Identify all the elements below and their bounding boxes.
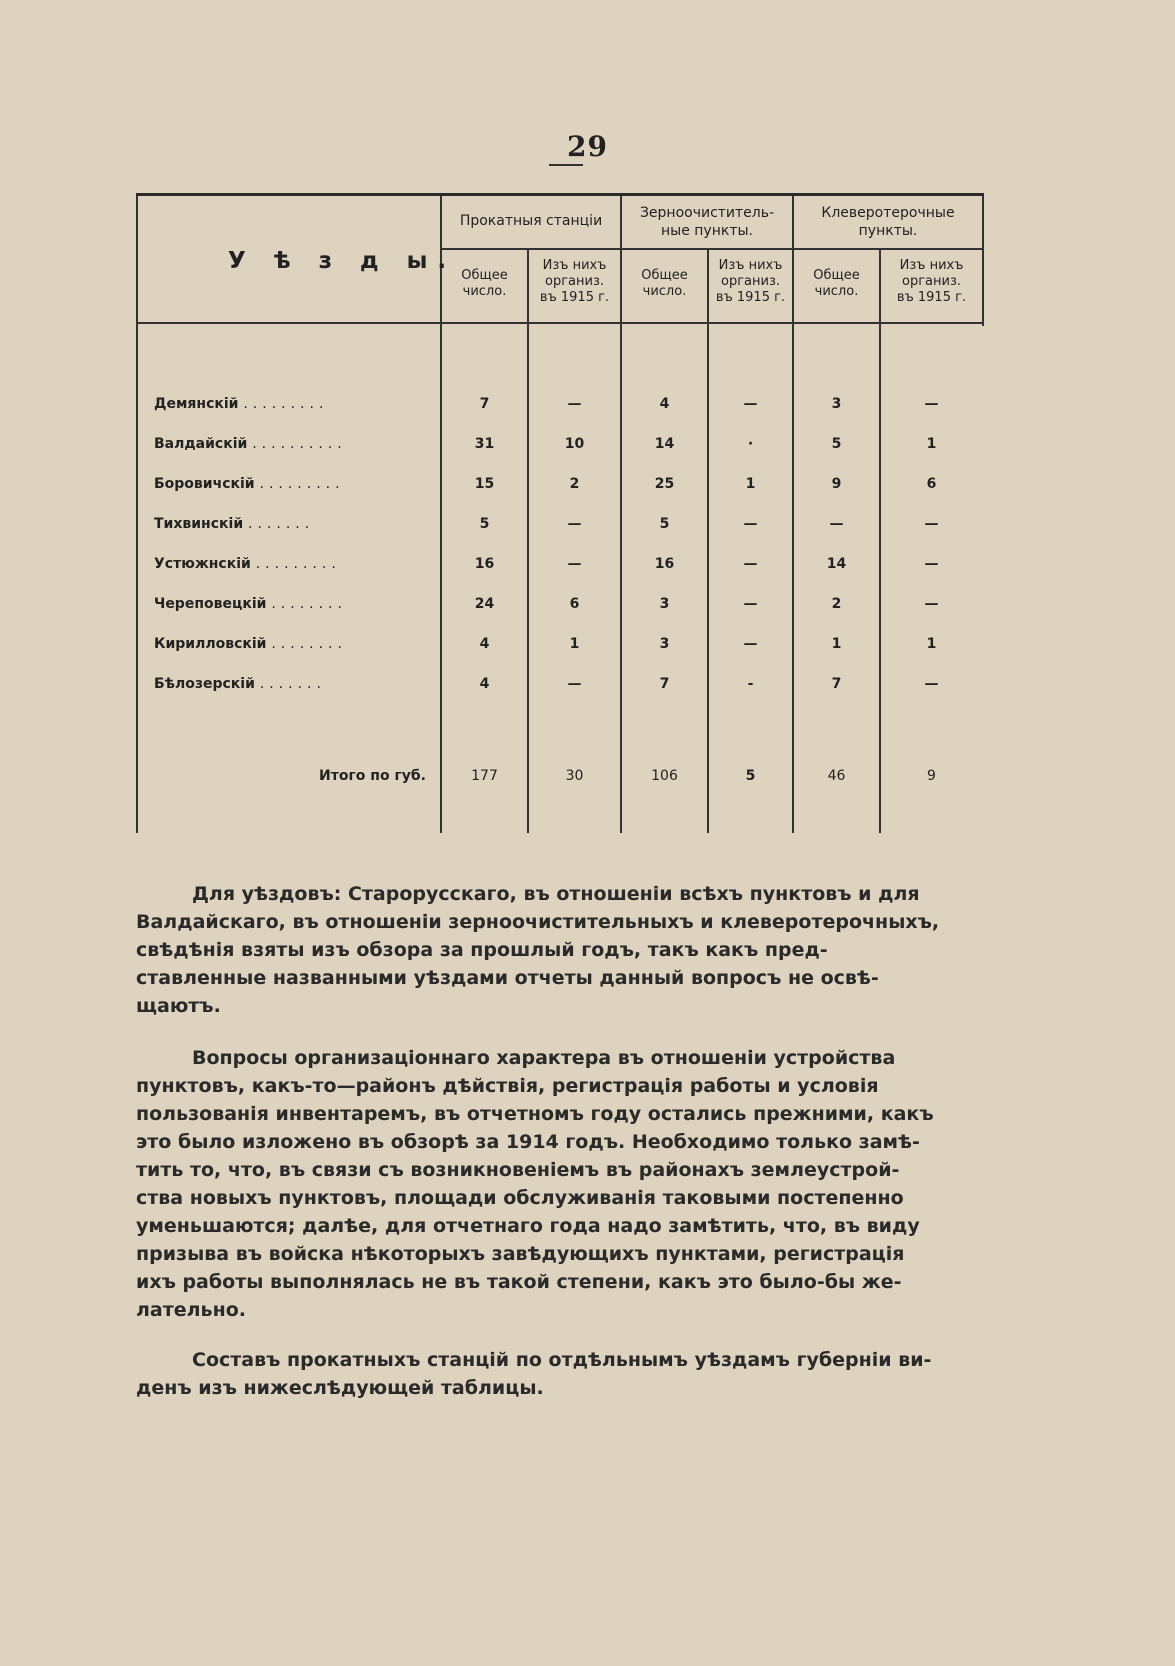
paragraph-2 xyxy=(136,1044,984,1324)
table-row xyxy=(136,596,984,636)
value-cell: 31 xyxy=(474,436,495,452)
subheader-organized-1915: Изъ нихъ организ. въ 1915 г. xyxy=(715,258,786,305)
total-cell: 9 xyxy=(927,768,936,784)
value-cell: 1 xyxy=(745,476,756,492)
value-cell: — xyxy=(567,396,582,412)
text-line: ихъ работы выполнялась не въ такой степени, какъ это было-бы же- xyxy=(136,1271,902,1293)
value-cell: 1 xyxy=(926,636,937,652)
district-name: Тихвинскій xyxy=(154,516,244,532)
page-number: 29 xyxy=(567,130,608,163)
table-row xyxy=(136,516,984,556)
text-line: призыва въ войска нѣкоторыхъ завѣдующихъ пунктами, регистрація xyxy=(136,1243,905,1265)
value-cell: — xyxy=(743,596,758,612)
value-cell: — xyxy=(924,596,939,612)
leader-dots: ........ xyxy=(271,636,347,652)
total-cell: 30 xyxy=(565,768,584,784)
leader-dots: ....... xyxy=(248,516,315,532)
paragraph-1 xyxy=(136,880,984,1020)
district-name: Демянскій xyxy=(154,396,239,412)
total-cell: 46 xyxy=(827,768,846,784)
value-cell: 24 xyxy=(474,596,495,612)
leader-dots: ....... xyxy=(259,676,326,692)
value-cell: 1 xyxy=(569,636,580,652)
subheader-total: Общее число. xyxy=(641,268,688,299)
district-name: Череповецкій xyxy=(154,596,267,612)
value-cell: 3 xyxy=(659,596,670,612)
value-cell: — xyxy=(924,516,939,532)
value-cell: - xyxy=(747,676,754,692)
totals-label: Итого по губ. xyxy=(319,768,426,784)
table-row xyxy=(136,476,984,516)
value-cell: — xyxy=(743,516,758,532)
subheader-total: Общее число. xyxy=(813,268,860,299)
value-cell: — xyxy=(567,516,582,532)
value-cell: 15 xyxy=(474,476,495,492)
statistics-table xyxy=(136,193,984,833)
value-cell: 7 xyxy=(831,676,842,692)
value-cell: 16 xyxy=(654,556,675,572)
group-header-rule xyxy=(440,248,982,250)
value-cell: 9 xyxy=(831,476,842,492)
text-line: Валдайскаго, въ отношеніи зерноочистительныхъ и клеверотерочныхъ, xyxy=(136,911,940,933)
value-cell: · xyxy=(747,436,754,452)
text-line: пользованія инвентаремъ, въ отчетномъ году остались прежними, какъ xyxy=(136,1103,934,1125)
text-line: щаютъ. xyxy=(136,995,221,1017)
value-cell: 3 xyxy=(659,636,670,652)
text-line: Вопросы организаціоннаго характера въ отношеніи устройства xyxy=(192,1047,896,1069)
value-cell: 4 xyxy=(479,636,490,652)
table-row xyxy=(136,436,984,476)
value-cell: 7 xyxy=(659,676,670,692)
value-cell: 7 xyxy=(479,396,490,412)
value-cell: 5 xyxy=(479,516,490,532)
header-bottom-rule xyxy=(136,322,982,324)
value-cell: — xyxy=(567,676,582,692)
district-name: Валдайскій xyxy=(154,436,248,452)
value-cell: — xyxy=(743,556,758,572)
total-cell: 177 xyxy=(471,768,498,784)
leader-dots: ......... xyxy=(259,476,345,492)
text-line: лательно. xyxy=(136,1299,246,1321)
text-line: ства новыхъ пунктовъ, площади обслуживанія таковыми постепенно xyxy=(136,1187,904,1209)
total-cell: 106 xyxy=(651,768,678,784)
page-number-underline xyxy=(549,164,583,166)
value-cell: 16 xyxy=(474,556,495,572)
value-cell: 4 xyxy=(479,676,490,692)
value-cell: 6 xyxy=(569,596,580,612)
text-line: Составъ прокатныхъ станцій по отдѣльнымъ уѣздамъ губерніи ви- xyxy=(192,1349,932,1371)
paragraph-3 xyxy=(136,1346,984,1402)
value-cell: — xyxy=(924,396,939,412)
text-line: пунктовъ, какъ-то—районъ дѣйствія, регистрація работы и условія xyxy=(136,1075,879,1097)
text-line: тить то, что, въ связи съ возникновеніемъ въ районахъ землеустрой- xyxy=(136,1159,900,1181)
uezdy-heading: У ѣ з д ы. xyxy=(228,248,457,274)
text-line: уменьшаются; далѣе, для отчетнаго года надо замѣтить, что, въ виду xyxy=(136,1215,920,1237)
value-cell: 4 xyxy=(659,396,670,412)
table-row xyxy=(136,676,984,716)
leader-dots: ........ xyxy=(271,596,347,612)
value-cell: 1 xyxy=(926,436,937,452)
value-cell: — xyxy=(567,556,582,572)
value-cell: — xyxy=(743,636,758,652)
group-header-grain-cleaning: Зерноочиститель- ные пункты. xyxy=(639,205,775,239)
table-right-border xyxy=(982,196,984,326)
value-cell: — xyxy=(924,556,939,572)
value-cell: 10 xyxy=(564,436,585,452)
value-cell: 2 xyxy=(831,596,842,612)
total-cell: 5 xyxy=(745,768,756,784)
table-row xyxy=(136,556,984,596)
table-row xyxy=(136,636,984,676)
value-cell: 5 xyxy=(659,516,670,532)
value-cell: — xyxy=(743,396,758,412)
value-cell: 14 xyxy=(654,436,675,452)
value-cell: — xyxy=(829,516,844,532)
text-line: это было изложено въ обзорѣ за 1914 годъ. Необходимо только замѣ- xyxy=(136,1131,920,1153)
text-line: денъ изъ нижеслѣдующей таблицы. xyxy=(136,1377,544,1399)
value-cell: 6 xyxy=(926,476,937,492)
subheader-organized-1915: Изъ нихъ организ. въ 1915 г. xyxy=(539,258,610,305)
text-line: свѣдѣнія взяты изъ обзора за прошлый годъ, такъ какъ пред- xyxy=(136,939,828,961)
district-name: Боровичскій xyxy=(154,476,255,492)
value-cell: — xyxy=(924,676,939,692)
value-cell: 25 xyxy=(654,476,675,492)
leader-dots: ......... xyxy=(243,396,329,412)
value-cell: 14 xyxy=(826,556,847,572)
district-name: Бѣлозерскій xyxy=(154,676,255,692)
table-row xyxy=(136,396,984,436)
district-name: Кирилловскій xyxy=(154,636,267,652)
totals-row xyxy=(136,768,984,792)
group-header-rolling-stations: Прокатныя станціи xyxy=(459,213,603,229)
group-header-clover-threshing: Клеверотерочные пункты. xyxy=(821,205,955,239)
subheader-total: Общее число. xyxy=(461,268,508,299)
value-cell: 5 xyxy=(831,436,842,452)
value-cell: 1 xyxy=(831,636,842,652)
leader-dots: .......... xyxy=(252,436,347,452)
value-cell: 3 xyxy=(831,396,842,412)
leader-dots: ......... xyxy=(255,556,341,572)
district-name: Устюжнскій xyxy=(154,556,251,572)
text-line: Для уѣздовъ: Старорусскаго, въ отношеніи всѣхъ пунктовъ и для xyxy=(192,883,920,905)
value-cell: 2 xyxy=(569,476,580,492)
subheader-organized-1915: Изъ нихъ организ. въ 1915 г. xyxy=(896,258,967,305)
text-line: ставленные названными уѣздами отчеты данный вопросъ не освѣ- xyxy=(136,967,879,989)
